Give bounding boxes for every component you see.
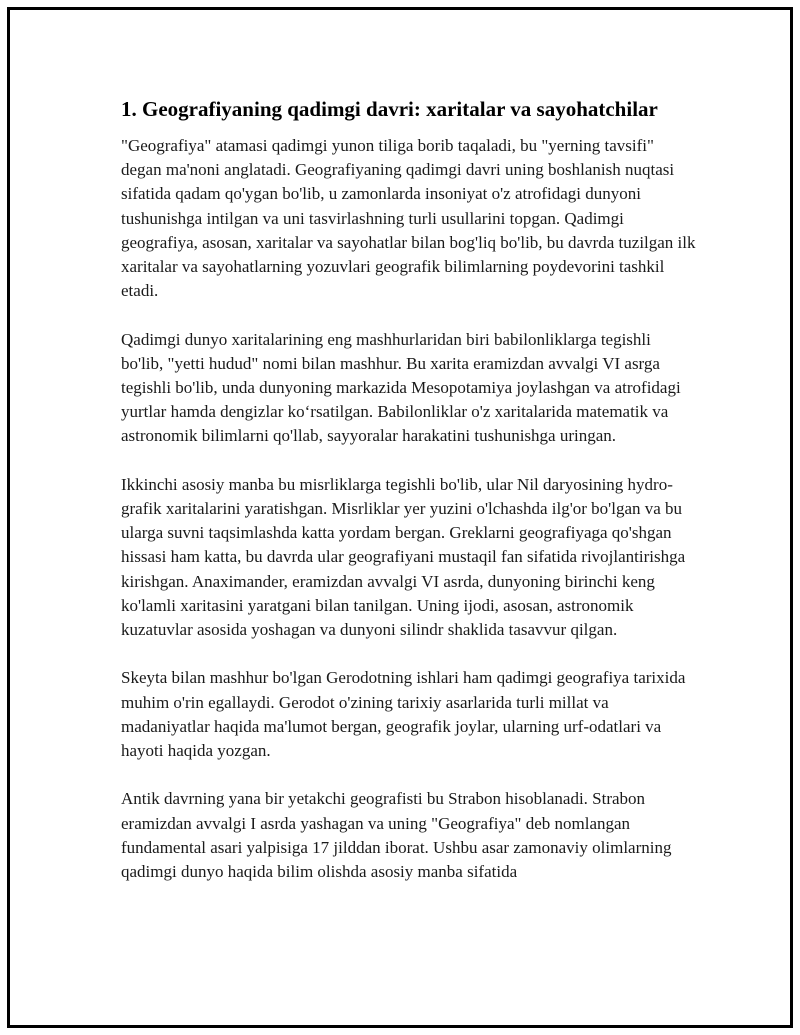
section-heading: 1. Geografiyaning qadimgi davri: xaritalar va sayohatchilar [121, 97, 658, 121]
paragraph-2: Qadimgi dunyo xaritalarining eng mashhurlaridan biri babilonliklarga tegishli bo'lib, "yetti hudud" nomi bilan mashhur. Bu xarita eramizdan avvalgi VI asrga tegishli bo'lib, unda dunyoning markazida Mesopotamiya joylashgan va atrofidagi yurtlar hamda dengizlar ko‘rsatilgan. Babilonliklar o'z xaritalarida matematik va astronomik bilimlarni qo'llab, sayyoralar harakatini tushunishga uringan. [121, 329, 681, 446]
paragraph-5: Antik davrning yana bir yetakchi geografisti bu Strabon hisoblanadi. Strabon eramizdan avvalgi I asrda yashagan va uning "Geografiya" deb nomlangan fundamental asari yalpisiga 17 jilddan iborat. Ushbu asar zamonaviy olimlarning qadimgi dunyo haqida bilim olishda asosiy manba sifatida [121, 789, 672, 882]
paragraph-3: Ikkinchi asosiy manba bu misrliklarga tegishli bo'lib, ular Nil daryosining hydro-grafik xaritalarini yaratishgan. Misrliklar yer yuzini o'lchashda ilg'or bo'lgan va bu ularga suvni taqsimlashda katta yordam bergan. Greklarni geografiyaga qo'shgan hissasi ham katta, bu davrda ular geografiyani mustaqil fan sifatida rivojlantirishga kirishgan. Anaximander, eramizdan avvalgi VI asrda, dunyoning birinchi keng ko'lamli xaritasini yaratgani bilan tanilgan. Uning ijodi, asosan, astronomik kuzatuvlar asosida yoshagan va dunyoni silindr shaklida tasavvur qilgan. [121, 474, 686, 640]
paragraph-1: "Geografiya" atamasi qadimgi yunon tiliga borib taqaladi, bu "yerning tavsifi" degan ma'noni anglatadi. Geografiyaning qadimgi davri uning boshlanish nuqtasi sifatida qadam qo'ygan bo'lib, u zamonlarda insoniyat o'z atrofidagi dunyoni tushunishga intilgan va uni tasvirlashning turli usullarini topgan. Qadimgi geografiya, asosan, xaritalar va sayohatlar bilan bog'liq bo'lib, bu davrda tuzilgan ilk xaritalar va sayohatlarning yozuvlari geografik bilimlarning poydevorini tashkil etadi. [121, 136, 696, 301]
document-body [121, 96, 697, 908]
paragraph-4: Skeyta bilan mashhur bo'lgan Gerodotning ishlari ham qadimgi geografiya tarixida muhim o'rin egallaydi. Gerodot o'zining tarixiy asarlarida turli millat va madaniyatlar haqida ma'lumot bergan, geografik joylar, ularning urf-odatlari va hayoti haqida yozgan. [121, 668, 686, 761]
page-frame [7, 7, 793, 1028]
